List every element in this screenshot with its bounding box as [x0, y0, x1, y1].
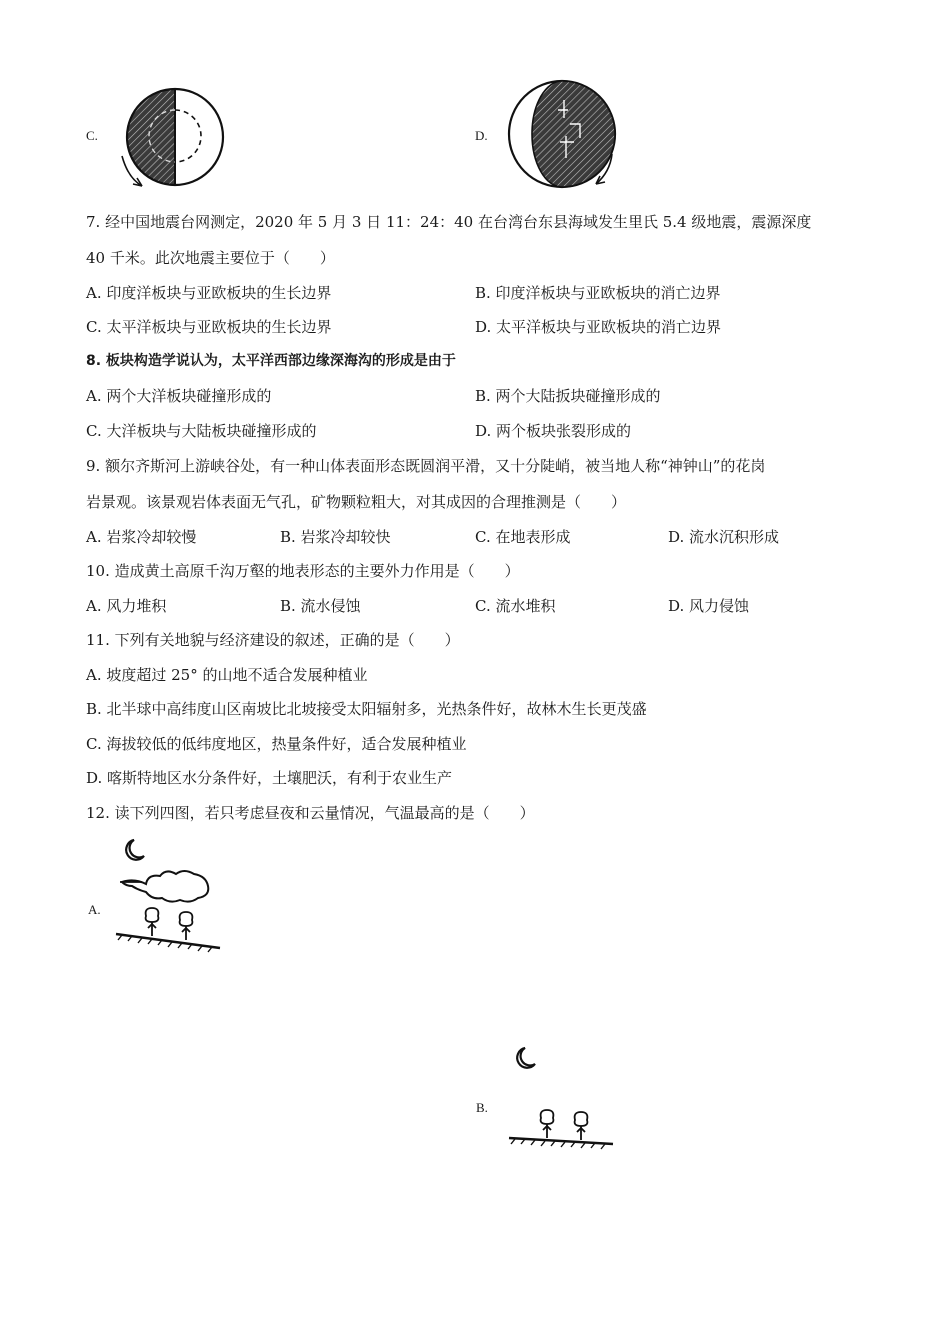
night-clear-sketch-b: [505, 1044, 617, 1154]
moon-icon: [517, 1048, 535, 1068]
q8-stem: 8. 板块构造学说认为，太平洋西部边缘深海沟的形成是由于: [86, 353, 456, 369]
q8-option-d[interactable]: D. 两个板块张裂形成的: [475, 422, 632, 440]
q10-option-a[interactable]: A. 风力堆积: [86, 597, 167, 615]
q10-stem: 10. 造成黄土高原千沟万壑的地表形态的主要外力作用是（ ）: [86, 562, 520, 580]
q10-option-d[interactable]: D. 风力侵蚀: [668, 597, 750, 615]
moon-icon: [126, 840, 144, 860]
tree-icon: [180, 912, 193, 940]
q11-option-c[interactable]: C. 海拔较低的低纬度地区，热量条件好，适合发展种植业: [86, 735, 467, 753]
q7-option-d[interactable]: D. 太平洋板块与亚欧板块的消亡边界: [475, 318, 722, 336]
q11-option-a[interactable]: A. 坡度超过 25° 的山地不适合发展种植业: [86, 666, 368, 684]
q7-stem-line1: 7. 经中国地震台网测定，2020 年 5 月 3 日 11：24：40 在台湾台东县海域发生里氏 5.4 级地震，震源深度: [86, 213, 812, 231]
q8-option-c[interactable]: C. 大洋板块与大陆板块碰撞形成的: [86, 422, 317, 440]
q11-option-d[interactable]: D. 喀斯特地区水分条件好，土壤肥沃，有利于农业生产: [86, 769, 453, 787]
cloud-icon: [122, 871, 208, 902]
moon-phase-diagram-d: [504, 76, 634, 192]
night-cloudy-sketch-a: [112, 834, 224, 958]
q9-option-b[interactable]: B. 岩浆冷却较快: [280, 528, 391, 546]
moon-phase-diagram-c: [118, 86, 230, 192]
q12-option-a-label[interactable]: A.: [88, 902, 101, 917]
q7-option-a[interactable]: A. 印度洋板块与亚欧板块的生长边界: [86, 284, 332, 302]
q9-option-c[interactable]: C. 在地表形成: [475, 528, 571, 546]
q9-option-d[interactable]: D. 流水沉积形成: [668, 528, 780, 546]
q12-option-b-label[interactable]: B.: [476, 1100, 488, 1115]
q9-stem-line1: 9. 额尔齐斯河上游峡谷处，有一种山体表面形态既圆润平滑，又十分陡峭，被当地人称“神钟山”的花岗: [86, 457, 766, 475]
q11-stem: 11. 下列有关地貌与经济建设的叙述，正确的是（ ）: [86, 631, 460, 649]
q11-option-b[interactable]: B. 北半球中高纬度山区南坡比北坡接受太阳辐射多，光热条件好，故林木生长更茂盛: [86, 700, 647, 718]
q7-option-c[interactable]: C. 太平洋板块与亚欧板块的生长边界: [86, 318, 332, 336]
q8-option-b[interactable]: B. 两个大陆扳块碰撞形成的: [475, 387, 661, 405]
q9-stem-line2: 岩景观。该景观岩体表面无气孔，矿物颗粒粗大，对其成因的合理推测是（ ）: [86, 493, 627, 511]
q9-option-a[interactable]: A. 岩浆冷却较慢: [86, 528, 197, 546]
q10-option-c[interactable]: C. 流水堆积: [475, 597, 556, 615]
q7-option-b[interactable]: B. 印度洋板块与亚欧板块的消亡边界: [475, 284, 721, 302]
q7-stem-line2: 40 千米。此次地震主要位于（ ）: [86, 249, 335, 267]
q10-option-b[interactable]: B. 流水侵蚀: [280, 597, 361, 615]
q8-option-a[interactable]: A. 两个大洋板块碰撞形成的: [86, 387, 272, 405]
tree-icon: [575, 1112, 588, 1140]
q12-stem: 12. 读下列四图，若只考虑昼夜和云量情况，气温最高的是（ ）: [86, 804, 535, 822]
tree-icon: [541, 1110, 554, 1138]
tree-icon: [146, 908, 159, 936]
fig6-option-c-label: C.: [86, 128, 98, 143]
fig6-option-d-label: D.: [475, 128, 488, 143]
